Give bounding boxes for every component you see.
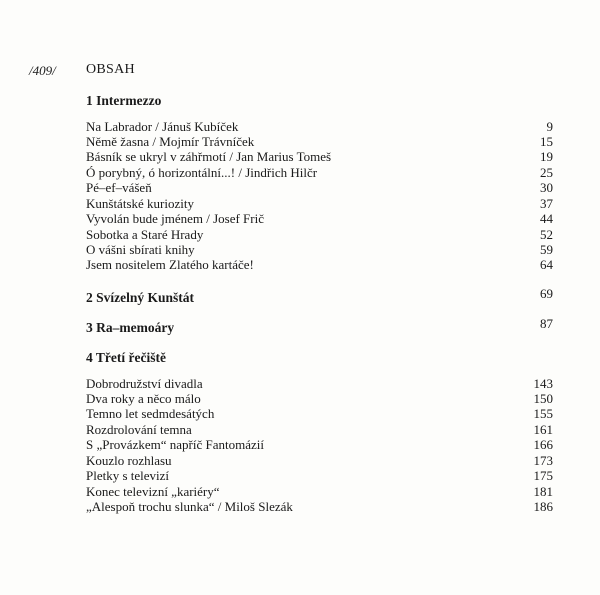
toc-entry [86,211,553,227]
entry-page: 143 [533,376,553,391]
toc-entry [86,257,553,273]
toc-entry [86,422,553,438]
entry-page: 52 [540,227,553,242]
toc-entry [86,499,553,515]
entry-page: 150 [533,391,553,406]
section-page: 69 [540,286,553,301]
entry-title: Na Labrador / Jánuš Kubíček [86,119,239,134]
entry-page: 173 [533,453,553,468]
entry-title: Dobrodružství divadla [86,376,203,391]
page-number: /409/ [29,63,56,78]
entry-page: 37 [540,196,553,211]
entry-title: Pletky s televizí [86,468,170,483]
entry-page: 59 [540,242,553,257]
entry-title: S „Provázkem“ napříč Fantomázií [86,437,264,452]
entry-title: „Alespoň trochu slunka“ / Miloš Slezák [86,499,293,514]
page-title: OBSAH [86,62,135,77]
toc-entry [86,468,553,484]
toc-entry [86,119,553,135]
toc-entry [86,196,553,212]
toc-entry [86,391,553,407]
entry-title: Básník se ukryl v záhřmotí / Jan Marius Tomeš [86,149,332,164]
section-heading: 2 Svízelný Kunštát [86,290,195,305]
toc-entry [86,242,553,258]
entry-title: Němě žasna / Mojmír Trávníček [86,134,255,149]
entry-title: Rozdrolování temna [86,422,192,437]
entry-title: Ó porybný, ó horizontální...! / Jindřich Hilčr [86,165,318,180]
entry-page: 161 [533,422,553,437]
entry-title: Konec televizní „kariéry“ [86,484,220,499]
toc-entry [86,149,553,165]
entry-page: 155 [533,406,553,421]
entry-page: 175 [533,468,553,483]
section-heading: 1 Intermezzo [86,93,162,108]
toc-entry [86,453,553,469]
entry-page: 181 [533,484,553,499]
section-heading: 4 Třetí řečiště [86,350,166,365]
section-page: 87 [540,316,553,331]
toc-entry [86,437,553,453]
entry-title: Sobotka a Staré Hrady [86,227,204,242]
toc-entry [86,406,553,422]
entry-page: 186 [533,499,553,514]
toc-entry [86,227,553,243]
entry-title: Pé–ef–vášeň [86,180,152,195]
section-heading: 3 Ra–memoáry [86,320,175,335]
entry-title: Dva roky a něco málo [86,391,201,406]
toc-entry [86,134,553,150]
entry-title: Temno let sedmdesátých [86,406,215,421]
toc-entry [86,180,553,196]
entry-page: 30 [540,180,553,195]
entry-page: 64 [540,257,553,272]
entry-title: Jsem nositelem Zlatého kartáče! [86,257,254,272]
entry-page: 15 [540,134,553,149]
toc-entry [86,165,553,181]
entry-title: O vášni sbírati knihy [86,242,195,257]
entry-title: Vyvolán bude jménem / Josef Frič [86,211,264,226]
entry-title: Kunštátské kuriozity [86,196,194,211]
entry-page: 19 [540,149,553,164]
entry-title: Kouzlo rozhlasu [86,453,172,468]
entry-page: 44 [540,211,553,226]
entry-page: 9 [546,119,553,134]
toc-entry [86,484,553,500]
entry-page: 25 [540,165,553,180]
toc-entry [86,376,553,392]
entry-page: 166 [533,437,553,452]
